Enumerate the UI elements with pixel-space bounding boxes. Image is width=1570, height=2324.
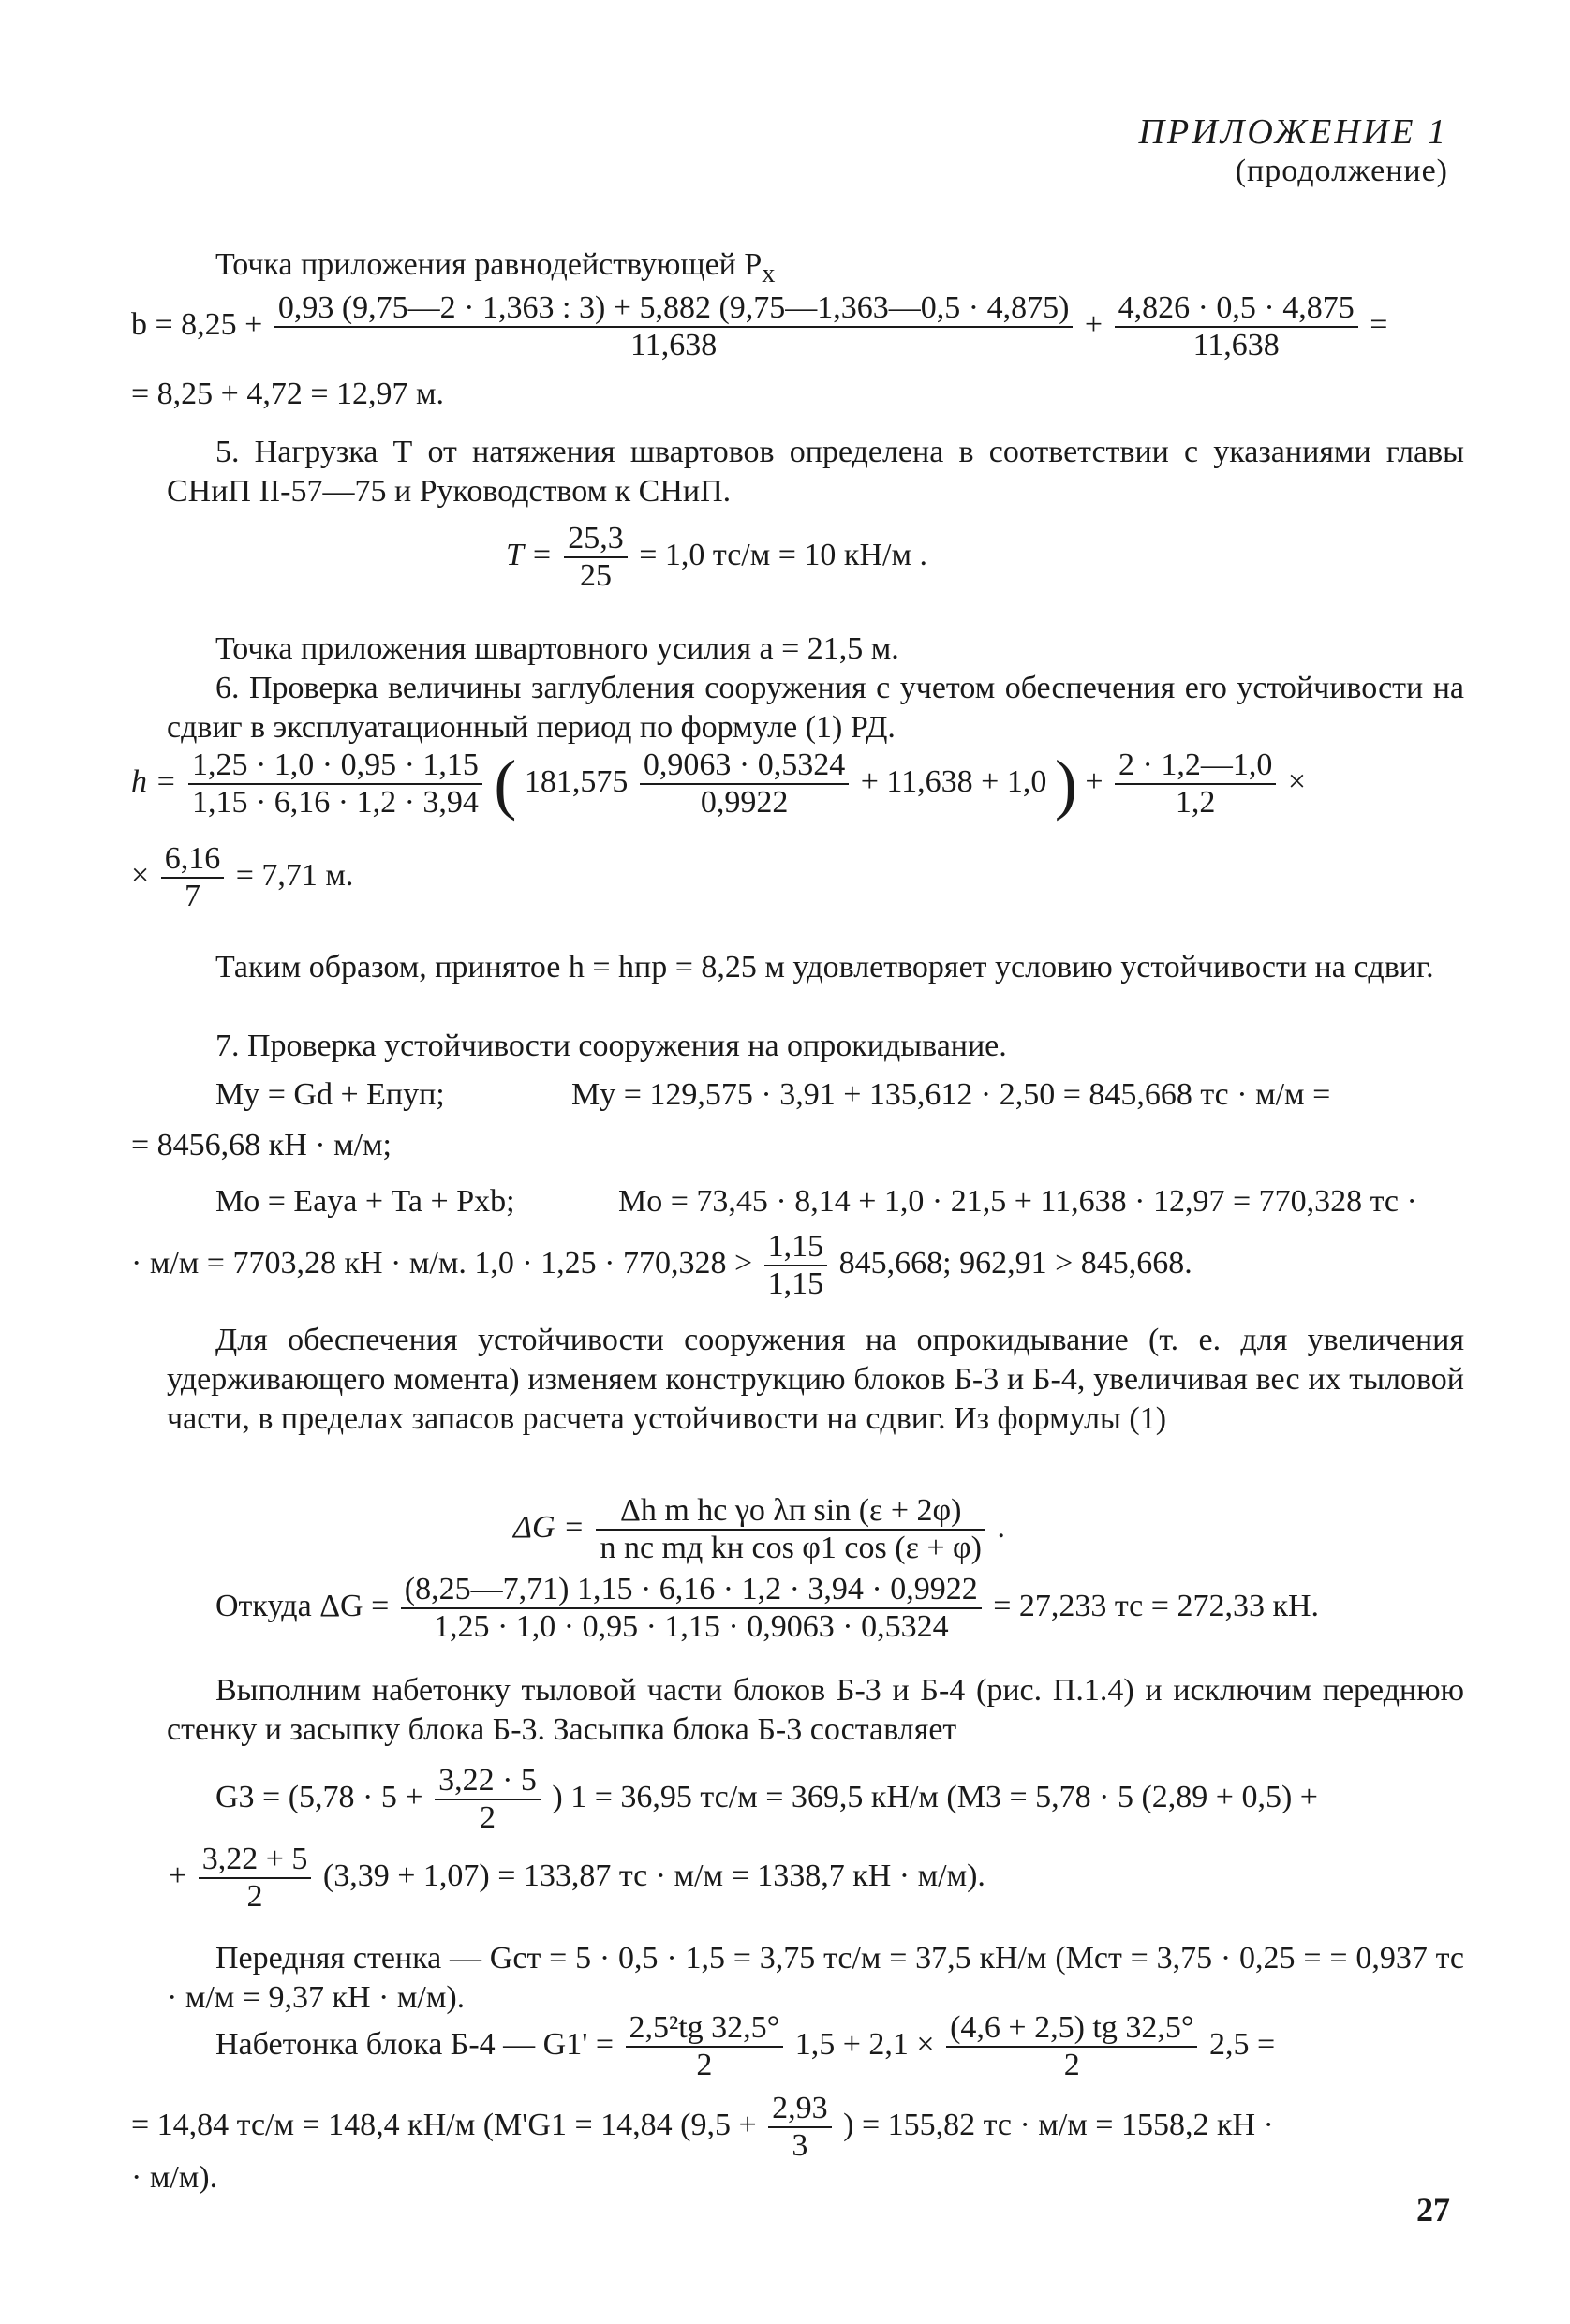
item-6-conclusion: Таким образом, принятое h = hпр = 8,25 м удовлетворяет условию устойчивости на сдвиг. (215, 950, 1434, 984)
b-formula: b = 8,25 + $\frac{0,93 (9,75—2 \cdot 1,363 : 3) + 5,882 (9,75—1,363—0,5 \cdot 4,875)}{11,638}$ + $\frac{4,826 \cdot 0,5 \cdot 4,875}{11,638}$ = (131, 290, 1388, 363)
mo-formula: Mо = Eаyа + Ta + Pxb; (215, 1184, 515, 1219)
t-formula: T = $\frac{25,3}{25}$ = 1,0 тс/м = 10 кН/м . (506, 521, 927, 593)
b4-formula: Набетонка блока Б-4 — G1' = $\frac{\text{2,5²tg 32,5°}}{2}$ 1,5 + 2,1 × $\frac{(4,6 + 2,5) tg 32,5^\circ}{2}$ 2,5 = (215, 2010, 1276, 2082)
b4-formula-line3: · м/м). (131, 2160, 218, 2195)
appendix-title: ПРИЛОЖЕНИЕ 1 (1138, 112, 1448, 152)
resultant-intro: Точка приложения равнодействующей $P_x$ (215, 247, 776, 289)
overturn-text: Для обеспечения устойчивости сооружения на опрокидывание (т. е. для увеличения удерживающего момента) изменяем конструкцию блоков Б-3 и Б-4, увеличивая вес их тыловой части, в пределах запасов расчета устойчивости на сдвиг. Из формулы (1) (167, 1323, 1464, 1436)
b4-formula-line2: = 14,84 тс/м = 148,4 кН/м (M'G1 = 14,84 (9,5 + $\frac{2,93}{3}$ ) = 155,82 тс · м/м = 1558,2 кН · (131, 2091, 1274, 2163)
b-result: = 8,25 + 4,72 = 12,97 м. (131, 377, 445, 411)
h-formula: h = $\frac{1,25 \cdot 1,0 \cdot 0,95 \cdot 1,15}{1,15 \cdot 6,16 \cdot 1,2 \cdot 3,94}$ ( 181,575 $\frac{0,9063 \cdot 0,5324}{0,9922}$ + 11,638 + 1,0 ) + $\frac{2 \cdot 1,2—1,0}{1,2}$ × (131, 747, 1307, 822)
my-value-line2: = 8456,68 кН · м/м; (131, 1128, 392, 1162)
g3-formula-line2: + $\frac{3,22 + 5}{2}$ (3,39 + 1,07) = 133,87 тс · м/м = 1338,7 кН · м/м). (169, 1842, 985, 1914)
delta-g-value: Откуда ΔG = $\frac{(8,25—7,71) 1,15 \cdot 6,16 \cdot 1,2 \cdot 3,94 \cdot 0,9922}{1,25 \cdot 1,0 \cdot 0,95 \cdot 1,15 \cdot 0,9063 \cdot 0,5324}$ = 27,233 тс = 272,33 кН. (215, 1572, 1320, 1644)
item-5-text: 5. Нагрузка Т от натяжения швартовов определена в соответствии с указаниями главы СНиП II-57—75 и Руководством к СНиП. (167, 435, 1464, 509)
g3-formula: G3 = (5,78 · 5 + $\frac{3,22 \cdot 5}{2}$ ) 1 = 36,95 тс/м = 369,5 кН/м (M3 = 5,78 · 5 (2,89 + 0,5) + (215, 1763, 1318, 1835)
concrete-text: Выполним набетонку тыловой части блоков Б-3 и Б-4 (рис. П.1.4) и исключим переднюю стенку и засыпку блока Б-3. Засыпка блока Б-3 составляет (167, 1673, 1464, 1747)
b-fraction-2: $\frac{4,826 \cdot 0,5 \cdot 4,875}{11,638}$ (1115, 290, 1358, 363)
front-wall-text: Передняя стенка — Gст = 5 · 0,5 · 1,5 = 3,75 тс/м = 37,5 кН/м (Mст = 3,75 · 0,25 = = 0,937 тс · м/м = 9,37 кН · м/м). (167, 1941, 1464, 2015)
my-formula: My = Gd + Eпyп; (215, 1077, 445, 1112)
page-number: 27 (1416, 2191, 1450, 2228)
mooring-point: Точка приложения швартовного усилия a = 21,5 м. (215, 631, 899, 666)
appendix-continuation: (продолжение) (1235, 154, 1448, 188)
b-fraction-1: $\frac{0,93 (9,75—2 \cdot 1,363 : 3) + 5,882 (9,75—1,363—0,5 \cdot 4,875)}{11,638}$ (274, 290, 1074, 363)
delta-g-formula: ΔG = $\frac{\text{Δh m hс γо λп sin (ε + 2φ)}}{\text{n nс mд kн cos φ1 cos (ε + φ)}}$ . (513, 1493, 1005, 1565)
h-formula-line2: × $\frac{6,16}{7}$ = 7,71 м. (131, 841, 354, 913)
mo-line2: · м/м = 7703,28 кН · м/м. 1,0 · 1,25 · 770,328 > $\frac{1,15}{1,15}$ 845,668; 962,91 > 845,668. (131, 1229, 1192, 1301)
my-value: My = 129,575 · 3,91 + 135,612 · 2,50 = 845,668 тс · м/м = (571, 1077, 1331, 1112)
item-7-title: 7. Проверка устойчивости сооружения на опрокидывание. (215, 1029, 1007, 1063)
mo-value: Mо = 73,45 · 8,14 + 1,0 · 21,5 + 11,638 · 12,97 = 770,328 тс · (618, 1184, 1417, 1219)
item-6-text: 6. Проверка величины заглубления сооружения с учетом обеспечения его устойчивости на сдвиг в эксплуатационный период по формуле (1) РД. (167, 671, 1464, 745)
